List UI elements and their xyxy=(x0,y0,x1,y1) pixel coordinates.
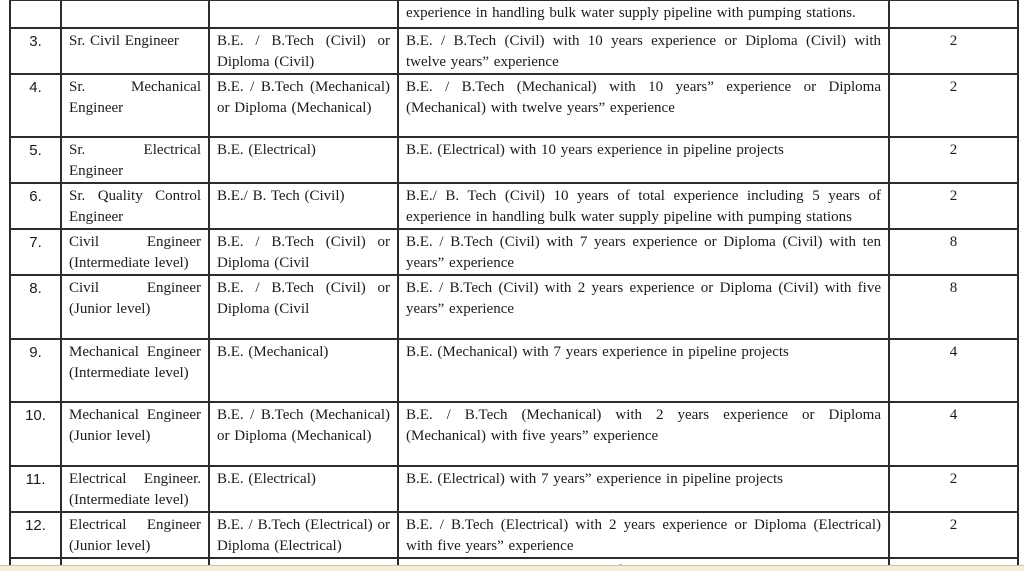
experience-cell: B.E. (Electrical) with 10 years experience in pipeline projects xyxy=(398,137,889,183)
serial-cell: 4. xyxy=(10,74,61,137)
post-name-cell: Mechanical Engineer (Junior level) xyxy=(61,402,209,466)
experience-cell: B.E. / B.Tech (Civil) with 7 years experience or Diploma (Civil) with ten years” experience xyxy=(398,229,889,275)
serial-cell: 9. xyxy=(10,339,61,402)
experience-cell: B.E. / B.Tech (Mechanical) with 10 years” experience or Diploma (Mechanical) with twelve years” experience xyxy=(398,74,889,137)
page-bottom-strip xyxy=(0,565,1024,571)
vacancy-count-cell: 2 xyxy=(889,512,1018,558)
post-name-cell: Mechanical Engineer (Intermediate level) xyxy=(61,339,209,402)
experience-cell: B.E. (Mechanical) with 7 years experience in pipeline projects xyxy=(398,339,889,402)
vacancy-count-cell: 2 xyxy=(889,183,1018,229)
table-row xyxy=(10,28,1018,74)
qualification-cell: B.E. / B.Tech (Mechanical) or Diploma (Mechanical) xyxy=(209,402,398,466)
qualification-cell: B.E. / B.Tech (Civil) or Diploma (Civil) xyxy=(209,28,398,74)
post-name-cell: Electrical Engineer. (Intermediate level) xyxy=(61,466,209,512)
table-row xyxy=(10,339,1018,402)
qualification-cell: B.E./ B. Tech (Civil) xyxy=(209,183,398,229)
post-name-cell: Civil Engineer (Intermediate level) xyxy=(61,229,209,275)
vacancy-count-cell xyxy=(889,1,1018,28)
recruitment-positions-table xyxy=(9,0,1019,571)
qualification-cell: B.E. / B.Tech (Mechanical) or Diploma (Mechanical) xyxy=(209,74,398,137)
vacancy-count-cell: 8 xyxy=(889,229,1018,275)
experience-cell: B.E. (Electrical) with 7 years” experience in pipeline projects xyxy=(398,466,889,512)
table-row xyxy=(10,512,1018,558)
table-row xyxy=(10,229,1018,275)
post-name-cell: Civil Engineer (Junior level) xyxy=(61,275,209,339)
post-name-cell xyxy=(61,1,209,28)
serial-cell xyxy=(10,1,61,28)
table-row xyxy=(10,74,1018,137)
vacancy-count-cell: 4 xyxy=(889,339,1018,402)
serial-cell: 11. xyxy=(10,466,61,512)
post-name-cell: Sr. Civil Engineer xyxy=(61,28,209,74)
serial-cell: 6. xyxy=(10,183,61,229)
post-name-cell: Sr. Quality Control Engineer xyxy=(61,183,209,229)
table-row xyxy=(10,466,1018,512)
serial-cell: 12. xyxy=(10,512,61,558)
qualification-cell: B.E. (Electrical) xyxy=(209,137,398,183)
serial-cell: 10. xyxy=(10,402,61,466)
serial-cell: 3. xyxy=(10,28,61,74)
table-row xyxy=(10,402,1018,466)
experience-cell: B.E. / B.Tech (Civil) with 10 years experience or Diploma (Civil) with twelve years” experience xyxy=(398,28,889,74)
qualification-cell: B.E. / B.Tech (Civil) or Diploma (Civil xyxy=(209,229,398,275)
experience-cell: experience in handling bulk water supply pipeline with pumping stations. xyxy=(398,1,889,28)
vacancy-count-cell: 2 xyxy=(889,137,1018,183)
table-row xyxy=(10,137,1018,183)
vacancy-count-cell: 4 xyxy=(889,402,1018,466)
qualification-cell xyxy=(209,1,398,28)
experience-cell: B.E. / B.Tech (Electrical) with 2 years experience or Diploma (Electrical) with five years” experience xyxy=(398,512,889,558)
table-body xyxy=(10,1,1018,571)
post-name-cell: Sr. Mechanical Engineer xyxy=(61,74,209,137)
table-row xyxy=(10,275,1018,339)
experience-cell: B.E. / B.Tech (Mechanical) with 2 years experience or Diploma (Mechanical) with five years” experience xyxy=(398,402,889,466)
qualification-cell: B.E. / B.Tech (Electrical) or Diploma (Electrical) xyxy=(209,512,398,558)
experience-cell: B.E./ B. Tech (Civil) 10 years of total experience including 5 years of experience in handling bulk water supply pipeline with pumping stations xyxy=(398,183,889,229)
serial-cell: 7. xyxy=(10,229,61,275)
post-name-cell: Sr. Electrical Engineer xyxy=(61,137,209,183)
vacancy-count-cell: 8 xyxy=(889,275,1018,339)
vacancy-count-cell: 2 xyxy=(889,74,1018,137)
vacancy-count-cell: 2 xyxy=(889,466,1018,512)
vacancy-count-cell: 2 xyxy=(889,28,1018,74)
experience-cell: B.E. / B.Tech (Civil) with 2 years experience or Diploma (Civil) with five years” experience xyxy=(398,275,889,339)
table-row xyxy=(10,183,1018,229)
qualification-cell: B.E. (Electrical) xyxy=(209,466,398,512)
qualification-cell: B.E. (Mechanical) xyxy=(209,339,398,402)
serial-cell: 8. xyxy=(10,275,61,339)
qualification-cell: B.E. / B.Tech (Civil) or Diploma (Civil xyxy=(209,275,398,339)
post-name-cell: Electrical Engineer (Junior level) xyxy=(61,512,209,558)
table-row-continuation xyxy=(10,1,1018,28)
serial-cell: 5. xyxy=(10,137,61,183)
